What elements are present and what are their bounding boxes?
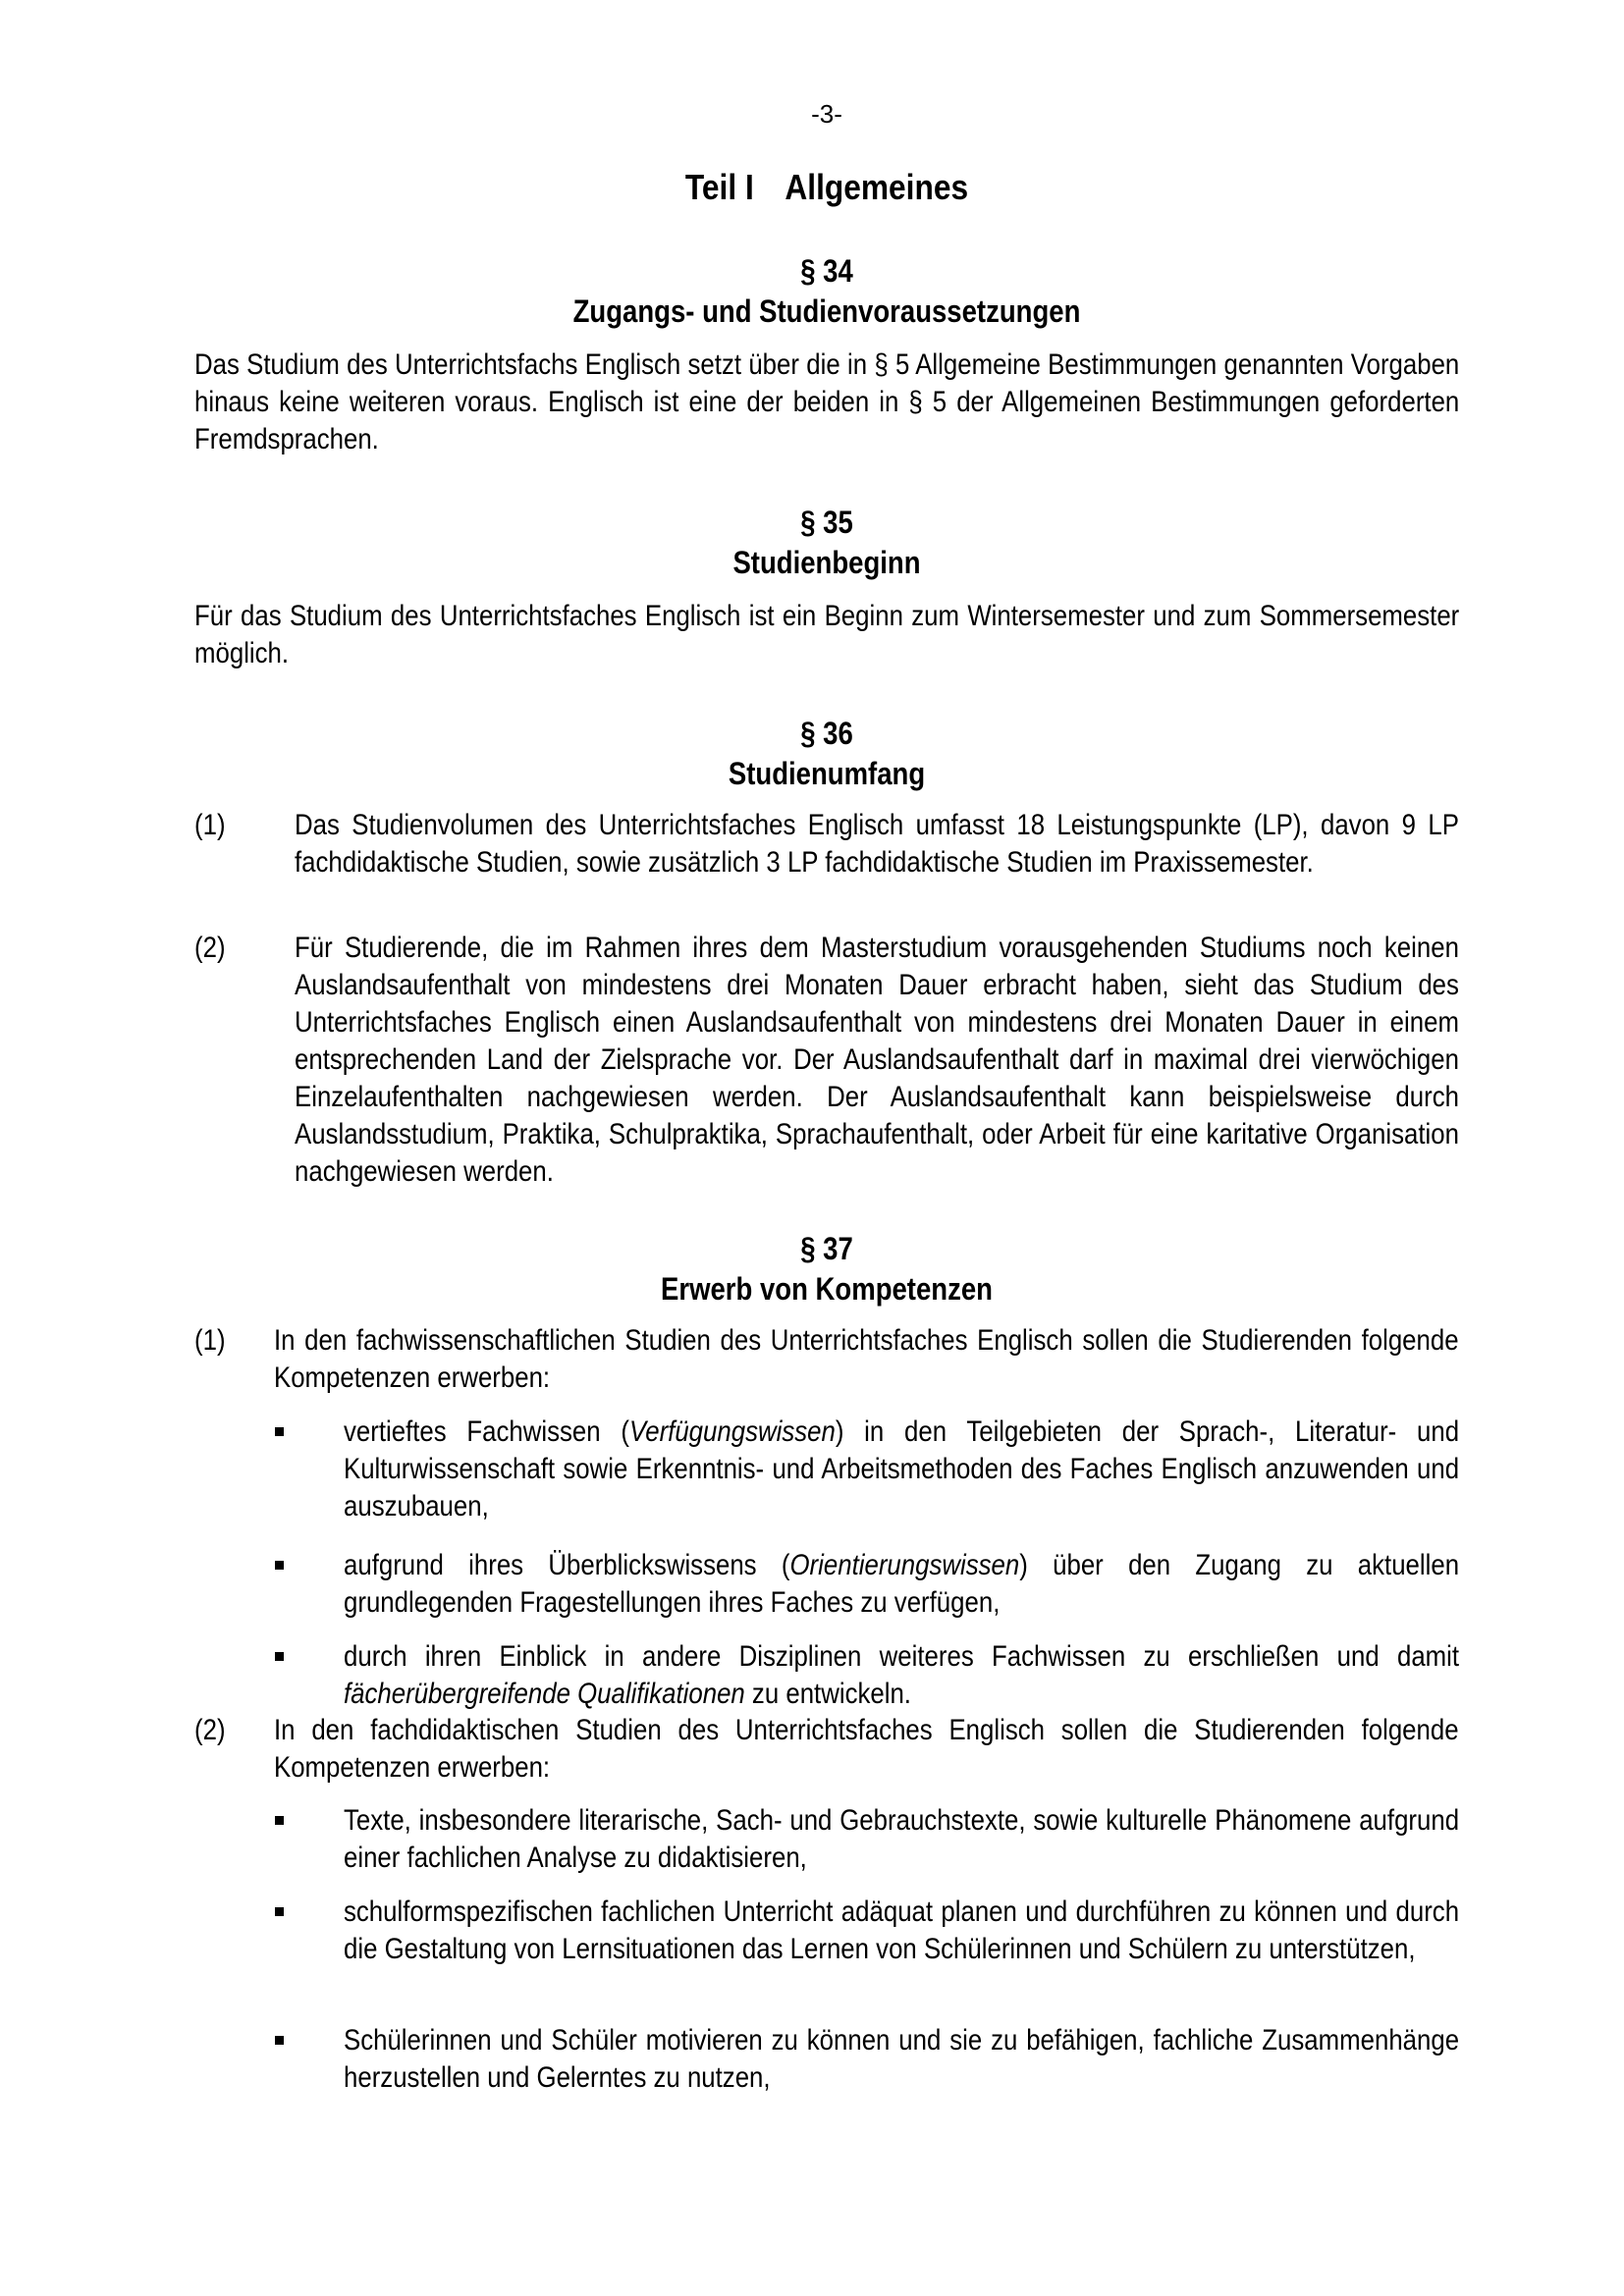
bullet-square-icon bbox=[275, 1907, 284, 1916]
section-34-number: § 34 bbox=[800, 253, 853, 289]
section-35-body: Für das Studium des Unterrichtsfaches Englisch ist ein Beginn zum Wintersemester und zum Sommersemester möglich. bbox=[194, 600, 1460, 669]
bullet-square-icon bbox=[275, 1652, 284, 1661]
item-text: Für Studierende, die im Rahmen ihres dem Masterstudium vorausgehenden Studiums noch keinen Auslandsaufenthalt von mindestens drei Monaten Dauer erbracht haben, sieht das Studium des Unterrichtsfaches Englisch einen Auslandsaufenthalt von mindestens drei Monaten Dauer in einem entsprechenden Land der Zielsprache vor. Der Auslandsaufenthalt darf in maximal drei vierwöchigen Einzelaufenthalten nachgewiesen werden. Der Auslandsaufenthalt kann beispielsweise durch Auslandsstudium, Praktika, Schulpraktika, Sprachaufenthalt, oder Arbeit für eine karitative Organisation nachgewiesen werden. bbox=[295, 932, 1459, 1188]
bullet-square-icon bbox=[275, 1427, 284, 1436]
item-number: (2) bbox=[194, 1714, 226, 1746]
bullet-text: Schülerinnen und Schüler motivieren zu können und sie zu befähigen, fachliche Zusammenhänge herzustellen und Gelerntes zu nutzen, bbox=[344, 2024, 1460, 2094]
bullet-text: aufgrund ihres Überblickswissens (Orientierungswissen) über den Zugang zu aktuellen grundlegenden Fragestellungen ihres Faches zu verfügen, bbox=[344, 1549, 1460, 1619]
bullet-square-icon bbox=[275, 2036, 284, 2045]
section-37-title: Erwerb von Kompetenzen bbox=[661, 1271, 993, 1307]
section-35-title: Studienbeginn bbox=[732, 545, 921, 580]
document-page bbox=[194, 0, 1459, 2296]
item-number: (1) bbox=[194, 809, 226, 841]
section-37-number: § 37 bbox=[800, 1231, 853, 1266]
bullet-text: vertieftes Fachwissen (Verfügungswissen) in den Teilgebieten der Sprach-, Literatur- und Kulturwissenschaft sowie Erkenntnis- und Arbeitsmethoden des Faches Englisch anzuwenden und auszubauen, bbox=[344, 1415, 1460, 1522]
part-title bbox=[270, 167, 1382, 208]
item-text: In den fachwissenschaftlichen Studien des Unterrichtsfaches Englisch sollen die Studierenden folgende Kompetenzen erwerben: bbox=[274, 1324, 1459, 1394]
bullet-square-icon bbox=[275, 1561, 284, 1570]
bullet-text: schulformspezifischen fachlichen Unterricht adäquat planen und durchführen zu können und durch die Gestaltung von Lernsituationen das Lernen von Schülerinnen und Schülern zu unterstützen, bbox=[344, 1896, 1460, 1965]
section-36-number: § 36 bbox=[800, 716, 853, 751]
item-text: Das Studienvolumen des Unterrichtsfaches Englisch umfasst 18 Leistungspunkte (LP), davon 9 LP fachdidaktische Studien, sowie zusätzlich 3 LP fachdidaktische Studien im Praxissemester. bbox=[295, 809, 1459, 879]
item-number: (2) bbox=[194, 932, 226, 964]
bullet-square-icon bbox=[275, 1816, 284, 1825]
section-36-title: Studienumfang bbox=[728, 756, 926, 791]
part-label: Teil I bbox=[684, 167, 754, 207]
item-text: In den fachdidaktischen Studien des Unterrichtsfaches Englisch sollen die Studierenden folgende Kompetenzen erwerben: bbox=[274, 1714, 1459, 1784]
section-34-body: Das Studium des Unterrichtsfachs Englisch setzt über die in § 5 Allgemeine Bestimmungen genannten Vorgaben hinaus keine weiteren voraus. Englisch ist eine der beiden in § 5 der Allgemeinen Bestimmungen geforderten Fremdsprachen. bbox=[194, 348, 1460, 455]
section-34-title: Zugangs- und Studienvoraussetzungen bbox=[572, 294, 1081, 329]
bullet-text: durch ihren Einblick in andere Disziplinen weiteres Fachwissen zu erschließen und damit fächerübergreifende Qualifikationen zu entwickeln. bbox=[344, 1640, 1460, 1710]
bullet-text: Texte, insbesondere literarische, Sach- und Gebrauchstexte, sowie kulturelle Phänomene aufgrund einer fachlichen Analyse zu didaktisieren, bbox=[344, 1804, 1460, 1874]
part-name: Allgemeines bbox=[785, 167, 969, 207]
section-35-number: § 35 bbox=[800, 505, 853, 540]
item-number: (1) bbox=[194, 1324, 226, 1357]
page-number: -3- bbox=[811, 99, 842, 129]
